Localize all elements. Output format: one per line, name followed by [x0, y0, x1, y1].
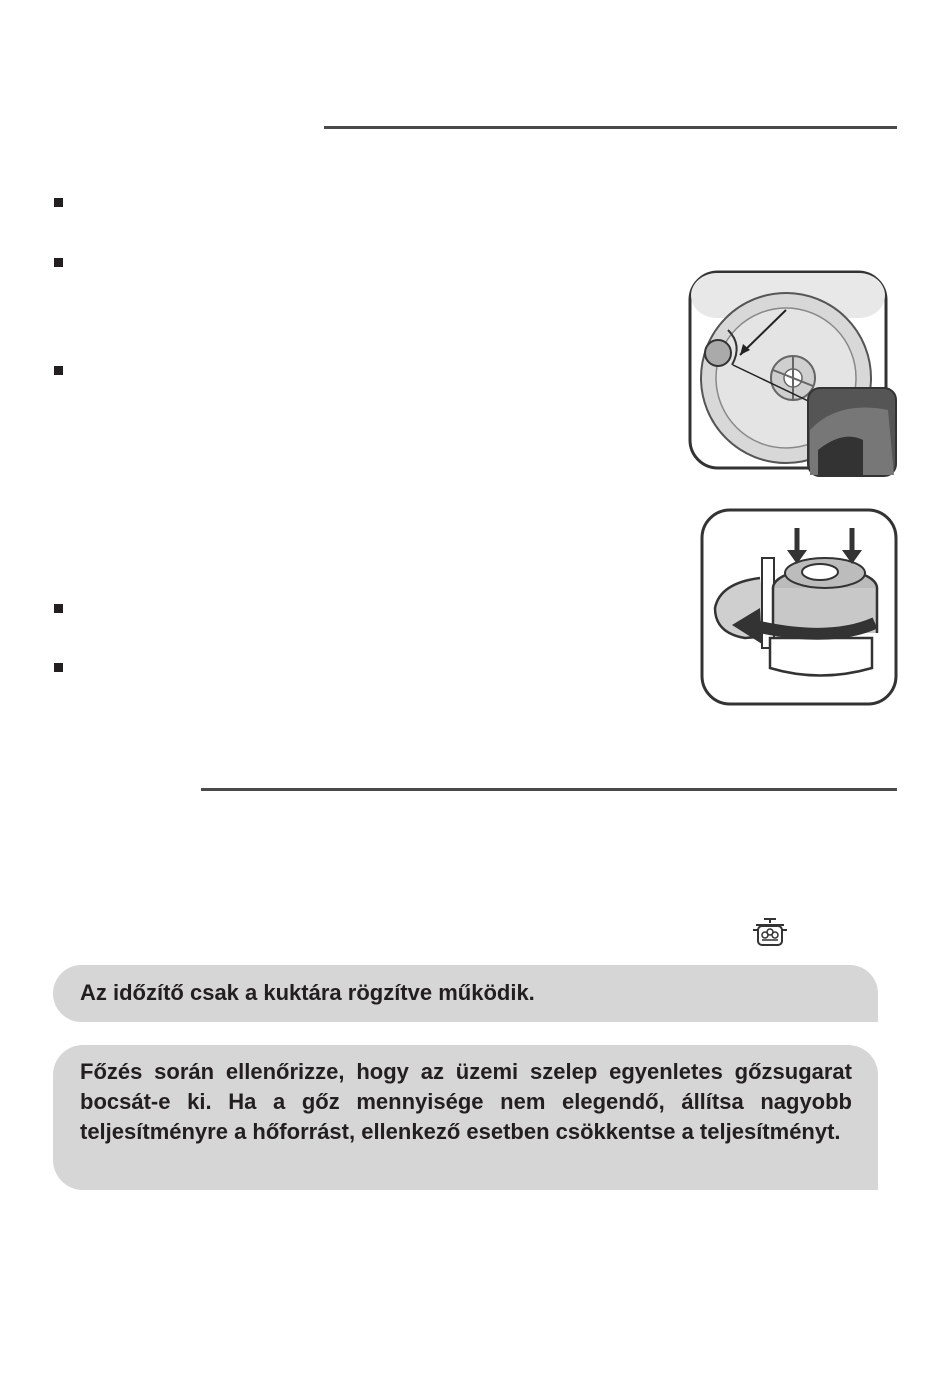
note-steam-text: Főzés során ellenőrizze, hogy az üzemi szelep egyenletes gőzsugarat bocsát-e ki. Ha a gőz mennyisége nem elegendő, állítsa nagyobb teljesítményre a hőforrást, ellenkező esetben csökkentse a teljesítményt.	[80, 1059, 852, 1144]
note-timer-text: Az időzítő csak a kuktára rögzítve működik.	[80, 980, 535, 1005]
bullet-4	[54, 604, 63, 613]
section-rule-top	[324, 126, 897, 129]
bullet-1	[54, 198, 63, 207]
section-rule-middle	[201, 788, 897, 791]
bullet-2	[54, 258, 63, 267]
lid-valve-illustration	[688, 270, 898, 480]
valve-rotate-illustration	[700, 508, 898, 706]
note-timer	[53, 965, 878, 1022]
bullet-3	[54, 366, 63, 375]
note-steam	[53, 1045, 878, 1190]
pressure-cooker-icon	[752, 916, 788, 948]
bullet-5	[54, 663, 63, 672]
